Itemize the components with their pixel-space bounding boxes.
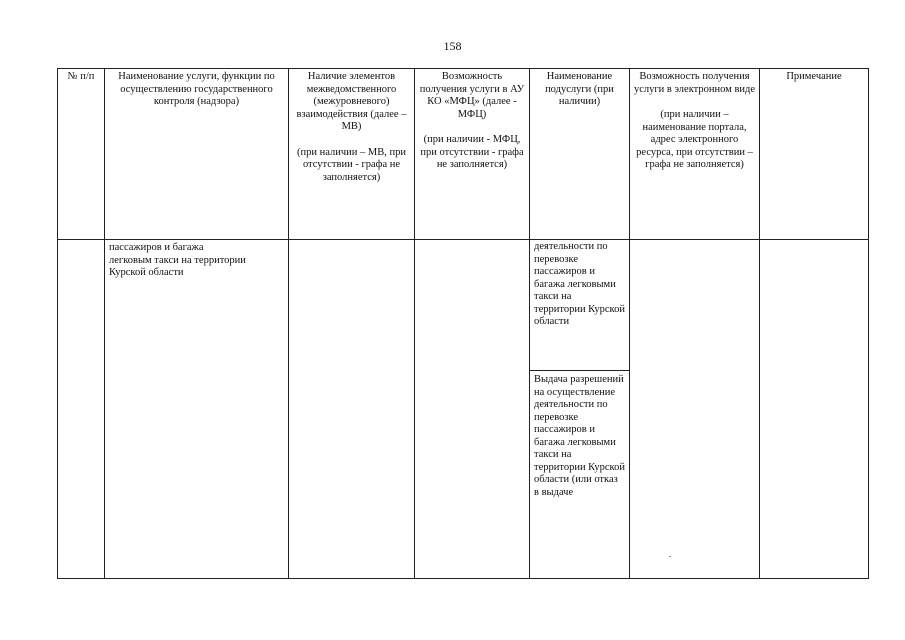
subservice-block-2: Выдача разрешений на осуществление деятельности по перевозке пассажиров и багажа легковыми такси на территории Курской области (или отказ в выдаче [534,374,625,498]
header-service-name-text: Наименование услуги, функции по осуществлению государственного контроля (надзора) [118,71,275,107]
cell-mfc [415,240,530,579]
header-num [58,69,105,240]
header-note [760,69,869,240]
header-electronic-note: (при наличии – наименование портала, адрес электронного ресурса, при отсутствии – графа не заполняется) [636,109,753,170]
header-electronic [630,69,760,240]
header-electronic-text: Возможность получения услуги в электронном виде [633,71,756,95]
header-mv [289,69,415,240]
page-number: 158 [443,39,462,53]
header-mfc [415,69,530,240]
cell-electronic [630,240,760,579]
header-mv-note: (при наличии – МВ, при отсутствии - графа не заполняется) [297,146,406,183]
header-subservice-text: Наименование подуслуги (при наличии) [545,71,614,107]
header-num-text: № п/п [67,71,95,82]
cell-note [760,240,869,579]
header-note-text: Примечание [786,71,842,82]
header-mfc-note: (при наличии - МФЦ, при отсутствии - графа не заполняется) [420,134,524,170]
header-mv-text: Наличие элементов межведомственного (межуровневого) взаимодействия (далее – МВ) [296,71,407,132]
table-row [58,240,869,579]
header-subservice [530,69,630,240]
cell-num [58,240,105,579]
cell-mv [289,240,415,579]
service-name-line1: пассажиров и багажа [109,242,204,253]
header-service-name [105,69,289,240]
subservice-block-1: деятельности по перевозке пассажиров и багажа легковыми такси на территории Курской области [530,240,629,371]
cell-service-name [105,240,289,579]
scan-speck [669,556,671,557]
table-header-row [58,69,869,240]
header-mfc-text: Возможность получения услуги в АУ КО «МФЦ» (далее - МФЦ) [419,71,525,120]
cell-subservice [530,240,630,579]
services-table [57,68,869,579]
service-name-rest: легковым такси на территории Курской области [109,254,246,278]
